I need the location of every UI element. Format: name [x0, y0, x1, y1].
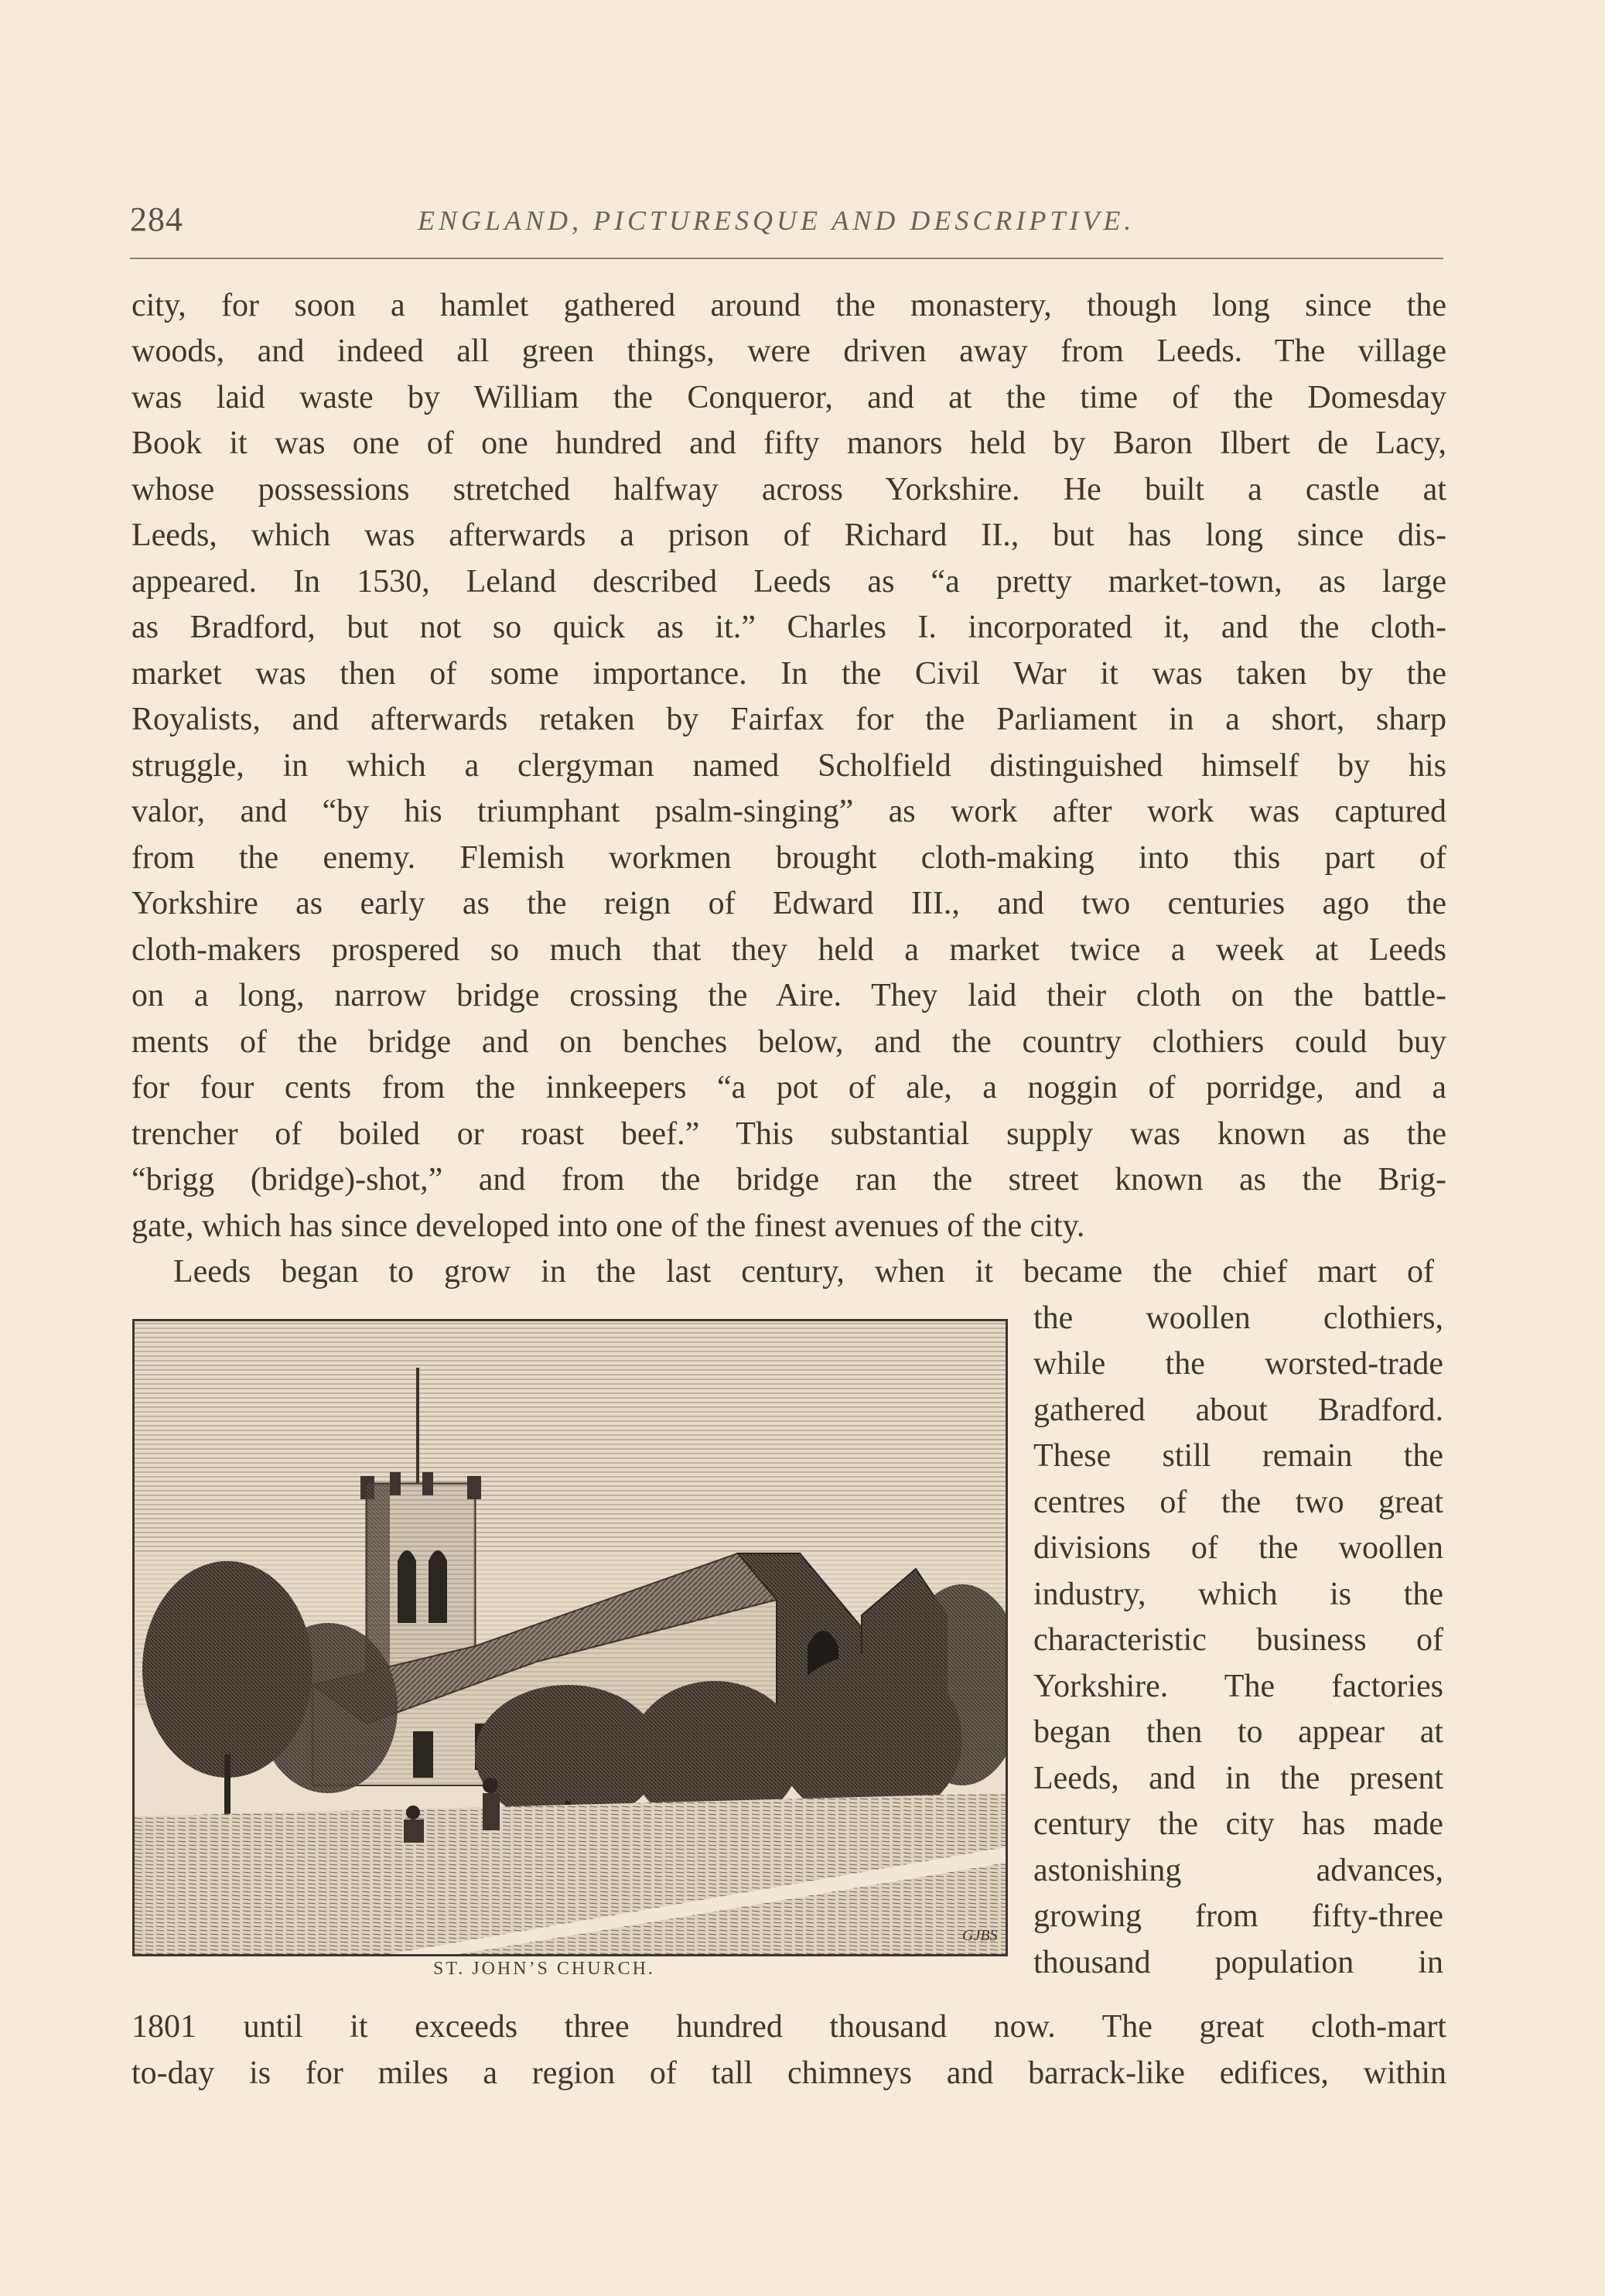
body-line: woods, and indeed all green things, were driven away from Leeds. The village [131, 333, 1446, 369]
side-line: These still remain the [1033, 1438, 1443, 1474]
body-line: Leeds, which was afterwards a prison of Richard II., but has long since dis- [131, 518, 1446, 553]
body-line: market was then of some importance. In the Civil War it was taken by the [131, 656, 1446, 692]
body-line: on a long, narrow bridge crossing the Aire. They laid their cloth on the battle- [131, 978, 1446, 1013]
body-line: 1801 until it exceeds three hundred thousand now. The great cloth-mart [131, 2009, 1446, 2045]
side-line: divisions of the woollen [1033, 1530, 1443, 1566]
body-line: gate, which has since developed into one of the finest avenues of the city. [131, 1208, 1085, 1244]
side-line: Yorkshire. The factories [1033, 1669, 1443, 1704]
side-line: century the city has made [1033, 1806, 1443, 1842]
body-line: whose possessions stretched halfway across Yorkshire. He built a castle at [131, 472, 1446, 507]
body-line: Yorkshire as early as the reign of Edward III., and two centuries ago the [131, 886, 1446, 921]
body-line: Book it was one of one hundred and fifty manors held by Baron Ilbert de Lacy, [131, 425, 1446, 461]
side-line: the woollen clothiers, [1033, 1300, 1443, 1336]
church-engraving [135, 1321, 1006, 1954]
church-illustration [132, 1319, 1008, 1956]
running-title: ENGLAND, PICTURESQUE AND DESCRIPTIVE. [418, 205, 1135, 236]
body-line: as Bradford, but not so quick as it.” Charles I. incorporated it, and the cloth- [131, 610, 1446, 645]
side-line: growing from fifty-three [1033, 1898, 1443, 1934]
body-line: trencher of boiled or roast beef.” This substantial supply was known as the [131, 1116, 1446, 1152]
side-line: astonishing advances, [1033, 1853, 1443, 1888]
header-rule [130, 258, 1443, 259]
body-line: ments of the bridge and on benches below, and the country clothiers could buy [131, 1024, 1446, 1060]
paragraph-first-line: Leeds began to grow in the last century, when it became the chief mart of [173, 1254, 1434, 1290]
side-line: industry, which is the [1033, 1577, 1443, 1612]
side-line: centres of the two great [1033, 1485, 1443, 1520]
side-line: gathered about Bradford. [1033, 1392, 1443, 1428]
side-line: began then to appear at [1033, 1714, 1443, 1750]
body-line: for four cents from the innkeepers “a pot of ale, a noggin of porridge, and a [131, 1070, 1446, 1105]
sky-hatching [135, 1321, 1006, 1553]
side-line: Leeds, and in the present [1033, 1761, 1443, 1796]
illustration-caption: ST. JOHN’S CHURCH. [433, 1959, 655, 1979]
side-line: characteristic business of [1033, 1622, 1443, 1658]
body-line: Royalists, and afterwards retaken by Fairfax for the Parliament in a short, sharp [131, 702, 1446, 737]
body-line: to-day is for miles a region of tall chimneys and barrack-like edifices, within [131, 2055, 1446, 2091]
body-line: was laid waste by William the Conqueror, and at the time of the Domesday [131, 380, 1446, 415]
body-line: city, for soon a hamlet gathered around the monastery, though long since the [131, 288, 1446, 323]
running-head [130, 200, 1445, 246]
side-line: while the worsted-trade [1033, 1346, 1443, 1382]
body-line: struggle, in which a clergyman named Scholfield distinguished himself by his [131, 748, 1446, 784]
body-line: “brigg (bridge)-shot,” and from the bridge ran the street known as the Brig- [131, 1162, 1446, 1198]
engraver-signature: GJBS [962, 1927, 998, 1944]
body-line: valor, and “by his triumphant psalm-singing” as work after work was captured [131, 794, 1446, 829]
body-line: appeared. In 1530, Leland described Leeds as “a pretty market-town, as large [131, 564, 1446, 600]
side-line: thousand population in [1033, 1945, 1443, 1980]
body-line: cloth-makers prospered so much that they held a market twice a week at Leeds [131, 932, 1446, 968]
page-number: 284 [130, 200, 183, 238]
body-line: from the enemy. Flemish workmen brought cloth-making into this part of [131, 840, 1446, 876]
